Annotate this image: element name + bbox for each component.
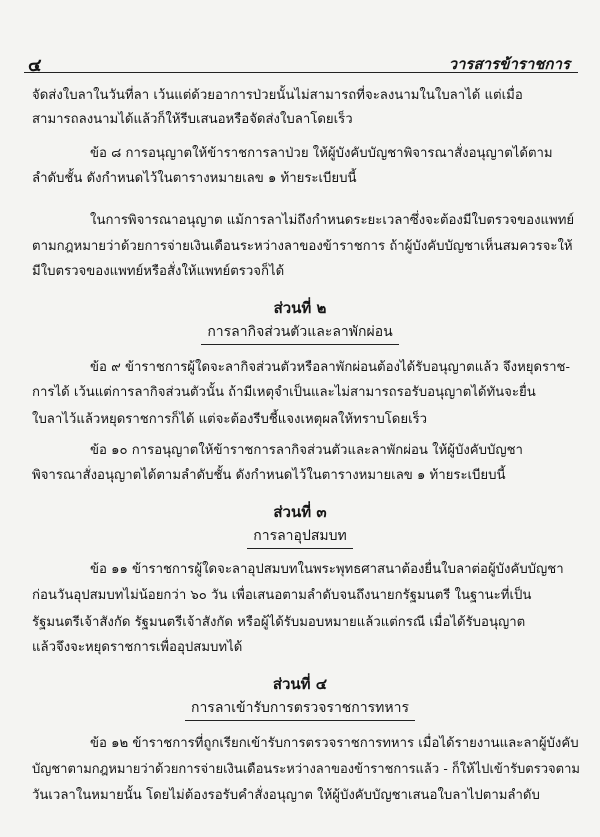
section-title: ส่วนที่ ๓ [273,503,327,521]
header-divider [24,72,578,73]
section-title: ส่วนที่ ๔ [272,675,328,693]
text-line: ลำดับชั้น ดังกำหนดไว้ในตารางหมายเลข ๑ ท้ายระเบียบนี้ [32,171,357,186]
text-line: ตามกฎหมายว่าด้วยการจ่ายเงินเดือนระหว่างลาของข้าราชการ ถ้าผู้บังคับบัญชาเห็นสมควรจะให้ [32,239,573,254]
text-line: วันเวลาในหมายนั้น โดยไม่ต้องรอรับคำสั่งอนุญาต ให้ผู้บังคับบัญชาเสนอใบลาไปตามลำดับ [32,788,540,803]
text-line: สามารถลงนามได้แล้วก็ให้รีบเสนอหรือจัดส่งใบลาโดยเร็ว [32,112,353,127]
section-subtitle: การลาอุปสมบท [0,526,600,549]
text-line: ข้อ ๑๐ การอนุญาตให้ข้าราชการลากิจส่วนตัวและลาพักผ่อน ให้ผู้บังคับบัญชา [90,443,523,458]
section-title: ส่วนที่ ๒ [273,299,327,317]
text-line: ข้อ ๑๒ ข้าราชการที่ถูกเรียกเข้ารับการตรวจราชการทหาร เมื่อได้รายงานและลาผู้บังคับ [90,736,579,751]
text-line: แล้วจึงจะหยุดราชการเพื่ออุปสมบทได้ [32,640,243,655]
page-number: ๔ [28,55,42,76]
text-line: รัฐมนตรีเจ้าสังกัด รัฐมนตรีเจ้าสังกัด หรือผู้ได้รับมอบหมายแล้วแต่กรณี เมื่อได้รับอนุญาต [32,615,526,630]
journal-title: วารสารข้าราชการ [448,55,570,73]
text-line: การได้ เว้นแต่การลากิจส่วนตัวนั้น ถ้ามีเหตุจำเป็นและไม่สามารถรอรับอนุญาตได้ทันจะยื่น [32,385,536,400]
section-subtitle: การลาเข้ารับการตรวจราชการทหาร [0,698,600,721]
text-line: บัญชาตามกฎหมายว่าด้วยการจ่ายเงินเดือนระหว่างลาของข้าราชการแล้ว - ก็ให้ไปเข้ารับตรวจตาม [32,762,580,777]
text-line: ในการพิจารณาอนุญาต แม้การลาไม่ถึงกำหนดระยะเวลาซึ่งจะต้องมีใบตรวจของแพทย์ [90,213,575,228]
text-line: ข้อ ๑๑ ข้าราชการผู้ใดจะลาอุปสมบทในพระพุทธศาสนาต้องยื่นใบลาต่อผู้บังคับบัญชา [90,562,564,577]
text-line: ข้อ ๙ ข้าราชการผู้ใดจะลากิจส่วนตัวหรือลาพักผ่อนต้องได้รับอนุญาตแล้ว จึงหยุดราช- [90,360,570,375]
text-line: พิจารณาสั่งอนุญาตได้ตามลำดับชั้น ดังกำหนดไว้ในตารางหมายเลข ๑ ท้ายระเบียบนี้ [32,468,506,483]
text-line: ใบลาไว้แล้วหยุดราชการก็ได้ แต่จะต้องรีบชี้แจงเหตุผลให้ทราบโดยเร็ว [32,412,428,427]
section-subtitle: การลากิจส่วนตัวและลาพักผ่อน [0,322,600,345]
text-line: จัดส่งใบลาในวันที่ลา เว้นแต่ด้วยอาการป่วยนั้นไม่สามารถที่จะลงนามในใบลาได้ แต่เมื่อ [32,88,523,103]
text-line: มีใบตรวจของแพทย์หรือสั่งให้แพทย์ตรวจก็ได้ [32,264,285,279]
text-line: ข้อ ๘ การอนุญาตให้ข้าราชการลาป่วย ให้ผู้บังคับบัญชาพิจารณาสั่งอนุญาตได้ตาม [90,146,553,161]
text-line: ก่อนวันอุปสมบทไม่น้อยกว่า ๖๐ วัน เพื่อเสนอตามลำดับจนถึงนายกรัฐมนตรี ในฐานะที่เป็น [32,588,532,603]
